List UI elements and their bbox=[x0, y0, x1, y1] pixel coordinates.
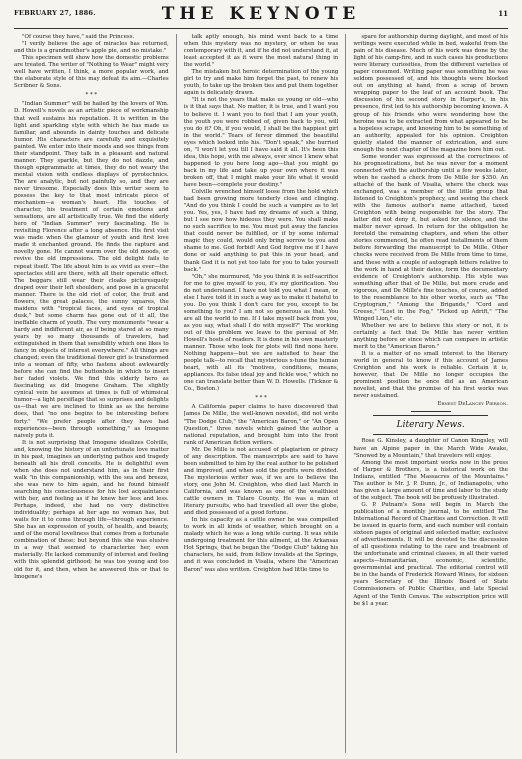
paragraph: Mr. De Mille is not accused of plagiarism or piracy of any description. The manuscripts are said to have been submitted to him by the real author to be polished and improved, and when sold the profits were divided. The mysterious writer was, if we are to believe the story, one John M. Creighton, who died last March in California, and was known as one of the wealthiest cattle owners in Tulare County. He was a man of literary pursuits, who had travelled all over the globe, and died possessed of a good fortune. bbox=[183, 446, 339, 517]
paragraph: Some wonder was expressed at the correctness of his prognostications, but he was never for a moment connected with the authorship until a few weeks later, when he cashed a check from De Mille for $350. An attaché of the bank of Visalia, where the check was exchanged, was a member of the little group that listened to Creighton's prophecy, and seeing the check with the famous author's name attached, taxed Creighton with being responsible for the story. The latter did not deny it, but asked for silence, and the matter never spread. In return for the obligation he foretold the remaining chapters, and when the other stories commenced, he often read installments of them before forwarding the manuscript to De Mille. Other checks were received from De Mille from time to time, and these with a couple of autograph letters relative to the work in hand at their dates, form the documentary evidence of Creighton's authorship. His style was something after that of De Mille, but more crude and vigorous, and De Mille's fine touches, of course, added to the resemblance to his other works, such as "The Cryptogram," "Among the Brigands," "Cord and Creese," "Lost in the Fog," "Picked up Adrift," "The Winged Lion," etc. bbox=[353, 153, 509, 322]
paragraph: It is not surprising that Imogene idealizes Colville, and, knowing the history of an unfortunate love matter in his past, imagines an underlying pathos and tragedy beneath all his droll conceits. He is delightful even when she does not understand him, as in their first walk "in this companionship, with the sea and breeze, she was new to him again, and he found himself searching his consciousness for his lost acquaintance with her, and feeling as if he knew her less and less. Perhaps, indeed, she had no very distinctive individuality; perhaps at her age no woman has, but waits for it to come through life—through experience. She has an expression of youth, of health, and beauty, and of the moral loveliness that comes from a fortunate combination of these; but beyond this she was elusive in a way that seemed to characterize her, even materially. He lacked community of interest and feeling with this splendid girlhood; he was too young and too old for it, and then, when he answered this or that to Imogene's bbox=[14, 439, 169, 580]
column-divider bbox=[345, 34, 346, 753]
paragraph: Colville wrenched himself loose from the hold which had been growing more tenderly close and clinging. "And do you think I could be such a vampire as to let you. Yes, yes, I have had my dreams of such a thing, but I see now how hideous they were. You shall make no such sacrifice to me. You must put away the fancies that could never be fulfilled, or if by some infernal magic they could, would only bring sorrow to you and shame to me. God forbid! And God forgive me if I have done or said anything to put this in your head, and thank God it is not yet too late for you to take yourself back." bbox=[183, 189, 339, 273]
paragraph: "It is not the years that make us young or old—who is it that says that. No matter, it is true, and I want you to believe it. I want you to feel that I am your youth, the youth you were robbed of, given back to you, will you do it? Oh, if you would, I shall be the happiest girl in the world." Tears of fervor dimmed the beautiful eyes which looked into his. "Don't speak," she hurried on, "I won't let you till I have said it all. It's been this idea, this hope, with me always, ever since I knew what happened to you here long ago—that you might go back in my life and take up your own where it was broken off, that I might make your life what it would have been—complete your destiny." bbox=[183, 97, 339, 188]
article-de-mille-continued bbox=[353, 34, 508, 400]
paragraph: "Of course they have," said the Princess. bbox=[22, 34, 135, 40]
paragraph: Whether we are to believe this story or not, it is certainly a fact that De Mille has never written anything before or since which can compare in artistic merit to the "American Baron." bbox=[353, 322, 509, 351]
paragraph: G. P. Putnam's Sons will begin in March the publication of a monthly journal, to be entitled The International Record of Charities and Correction. It will be issued in quarto form, and each number will contain sixteen pages of original and selected matter, exclusive of advertisements. It will be devoted to the discussion of all questions relating to the care and treatment of the unfortunate and criminal classes, in all their varied aspects—humanitarian, economic, scientific, governmental and practical. The editorial control will be in the hands of Frederick Howard Wines, for sixteen years Secretary of the Illinois Board of State Commissioners of Public Charities, and late Special Agent of the Tenth Census. The subscription price will be $1 a year. bbox=[353, 501, 509, 607]
paragraph: It is a matter of no small interest to the literary world in general to know if this account of James Creighton and his work is reliable. Certain it is, however, that De Mille no longer occupies the prominent position he once did as an American novelist, and that the promise of his first works was never sustained. bbox=[353, 351, 509, 400]
section-heading-box bbox=[373, 415, 488, 435]
paragraph: In his capacity as a cattle owner he was compelled to work in all kinds of weather, which brought on a malady which he was a long while curing. It was while undergoing treatment for this ailment, at the Arkansas Hot Springs, that he began the "Dodge Club" taking his characters, he said, from fellow invalids at the Springs, and it was concluded in Visalia, where the "American Baron" was also written. Creighton had little time to bbox=[183, 517, 339, 573]
masthead-rule bbox=[14, 28, 508, 29]
paragraph: "I verily believe the age of miracles has returned, and this is a grandmother's apple pie, and no mistake." bbox=[14, 41, 169, 55]
paragraph: talk aptly enough, his mind went back to a time when this mystery was no mystery, or when he was contemporary with it, and if he did not understand it, at least accepted it as it were the most natural thing in the world." bbox=[183, 34, 339, 69]
paragraph: A California paper claims to have discovered that James De Mille, the well-known novelist, did not write "The Dodge Club," the "American Baron," or "An Open Question," three novels which gained the author a national reputation, and brought him into the front rank of American fiction writers. bbox=[183, 404, 339, 446]
paragraph: * * * bbox=[85, 92, 98, 99]
paragraph: The mistaken but heroic determination of the young girl to try and make him forget the past, to renew his youth, to take up the broken ties and put them together again is delicately drawn. bbox=[183, 69, 339, 97]
section-heading: Literary News. bbox=[396, 420, 465, 431]
column-2 bbox=[184, 34, 339, 753]
columns bbox=[14, 34, 508, 753]
newspaper-title: THE KEYNOTE bbox=[161, 4, 361, 24]
column-3 bbox=[353, 34, 508, 753]
issue-date: FEBRUARY 27, 1886. bbox=[14, 9, 96, 17]
author-signature: Ernest DeLancey Pierson. bbox=[437, 401, 509, 408]
paragraph: Rose G. Kinsley, a daughter of Canon Kingsley, will have an Alpine paper in the March Wide Awake, "Snowed by a Mountain," that travelers will enjoy. bbox=[353, 438, 509, 459]
paragraph: * * * bbox=[255, 395, 267, 402]
column-1 bbox=[14, 34, 169, 753]
literary-news-items bbox=[353, 438, 508, 607]
paragraph: "Oh," she murmured, "do you think it is self-sacrifice for me to give myself to you, it's my glorification. You do not understand. I have not told you what I mean, or else I have told it in such a way as to make it hateful to you. Do you think I don't care for you, except to be something to you? I am not so generous as that. You are all the world to me. If I take myself back from you, as you say, what shall I do with myself?" The working out of this problem we leave to the perusal of Mr. Howell's hosts of readers. It is done in his own masterly manner. Those who look for plots will find none here. Nothing happens—but we are satisfied to hear the people talk—to recall that mysterious x-tune the human heart, with all its "motives, conditions, means, appliances. Its false ideal joy and fickle woe," which no one can translate better than W. D. Howells. (Ticknor & Co., Boston.) bbox=[183, 273, 339, 393]
masthead bbox=[14, 0, 508, 30]
paragraph: This specimen will show how the domestic problems are treated. The writer of "Nothing to Wear" might very well have written, I think, a more popular work, and the elaborate style of this may defeat its aim.—Charles Scribner & Sons. bbox=[14, 55, 169, 90]
page-number: 11 bbox=[498, 9, 508, 18]
separator-rule bbox=[411, 411, 451, 412]
paragraph: spare for authorship during daylight, and most of his writings were executed while in bed, wakeful from the pain of his disease. Much of his work was done by the light of his camp-fire, and in such cases his productions were literary curiosities, from the different varieties of paper consumed. Writing paper was something he was seldom possessed of, and his thoughts were blocked out on anything at hand, from a scrap of brown wrapping paper to the leaf of an account book. The discussion of his second story in Harper's, in his presence, first led to his authorship becoming known. A group of his friends who were wondering how the heroine was to be extracted from what appeared to be a hopeless scrape, and knowing him to be something of an authority, appealed for his opinion. Creighton quietly stated the manner of extrication, and sure enough the next chapter of the magazine bore him out. bbox=[353, 34, 509, 153]
paragraph: Among the most important works now in the press of Harper & Brothers, is a historical work on the Indians, entitled "The Massacres of the Mountains." The author is Mr. J. P. Dunn, Jr., of Indianapolis, who has given a large amount of time and labor to the study of the subject. The book will be profusely illustrated. bbox=[353, 459, 509, 501]
column-divider bbox=[176, 34, 177, 753]
paragraph: "Indian Summer" will be hailed by the lovers of Wm. D. Howell's novels as an artistic piece of workmanship that well sustains his reputation. It is written in the light and sparkling style with which he has made us familiar, and abounds in dainty touches and delicate humor. His characters are carefully and exquisitely painted. We enter into their moods and see things from their standpoint. They talk in a pleasant and natural manner. They sparkle, but they do not dazzle, and though epigrammatic at times, they do not weary the mental vision with endless displays of pyrotechnics. The are analytic, but not painfully so, and they are never tiresome. Especially does this writer seem to possess the key to that most intricate piece of mechanism—a woman's heart. His touches of character, his treatment of certain emotions and sensations, are all artistically true. We find the elderly hero of "Indian Summer" very fascinating. He is revisiting Florence after a long absence. His first visit was made when the glamour of youth and first love made it enchanted ground. He finds the rapture and novelty gone. He cannot warm over the old moods, or revive the old impressions. The old delight fails to repeat itself. The life about him is as vivid as ever—the spectacles still are there, with all their operatic effect. The beggars still wear their cloaks picturesquely draped over their left shoulders, and pose in a graceful manner. There is the old riot of color, the fruit and flowers, the great palaces, the sunny squares, the maidens with "tropical faces, and eyes of tropical dusk," but some charm has gone out of it all, the ineffable charm of youth. The very monuments "wear a hardy and indifferent air, as if being stared at so many years by so many thousands of travelers, had extinguished in them that sensibility which one likes to fancy in objects of interest everywhere." All things are changed; even the traditional flower girl is transformed into a woman of fifty, who fastens about awkwardly before she can find the buttonhole in which to insert her faded violets. We find this elderly hero as fascinating as did Imogene Graham. The slightly cynical vein he assumes at times is full of whimsical humor—a light persiflage that so surprises and delights us—that we are inclined to think as as the heroine does, that "no one begins to be interesting before forty." "We prefer people after they have had experiences—been through something," as Imogene naively puts it. bbox=[14, 101, 169, 439]
